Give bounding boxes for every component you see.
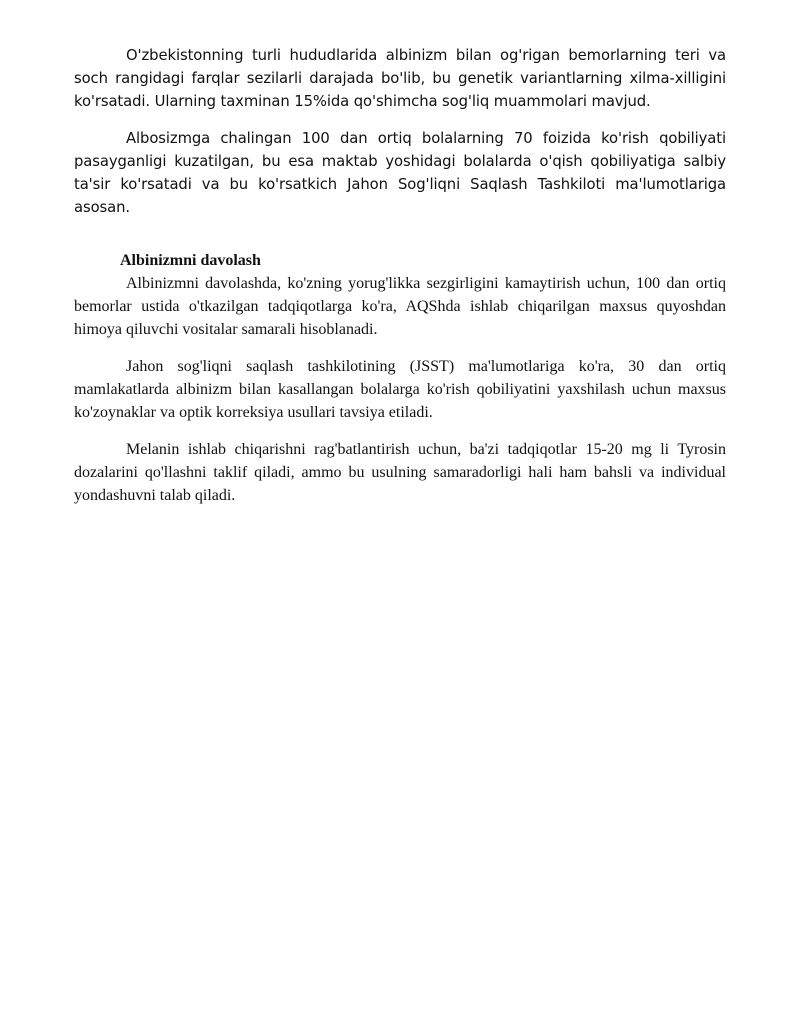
section-heading: Albinizmni davolash bbox=[120, 252, 261, 269]
document-page bbox=[74, 44, 726, 507]
paragraph-tyrosine-dosage: Melanin ishlab chiqarishni rag'batlantirish uchun, ba'zi tadqiqotlar 15-20 mg li Tyrosin dozalarini qo'llashni taklif qiladi, ammo bu usulning samaradorligi hali ham bahsli va individual yondashuvni talab qiladi. bbox=[74, 441, 726, 504]
paragraph-who-recommendations: Jahon sog'liqni saqlash tashkilotining (JSST) ma'lumotlariga ko'ra, 30 dan ortiq mamlakatlarda albinizm bilan kasallangan bolalarga ko'rish qobiliyatini yaxshilash uchun maxsus ko'zoynaklar va optik korreksiya usullari tavsiya etiladi. bbox=[74, 358, 726, 421]
paragraph-regional-variation: O'zbekistonning turli hududlarida albinizm bilan og'rigan bemorlarning teri va soch rangidagi farqlar sezilarli darajada bo'lib, bu genetik variantlarning xilma-xilligini ko'rsatadi. Ularning taxminan 15%ida qo'shimcha sog'liq muammolari mavjud. bbox=[74, 47, 726, 110]
paragraph-vision-statistics: Albosizmga chalingan 100 dan ortiq bolalarning 70 foizida ko'rish qobiliyati pasayganligi kuzatilgan, bu esa maktab yoshidagi bolalarda o'qish qobiliyatiga salbiy ta'sir ko'rsatadi va bu ko'rsatkich Jahon Sog'liqni Saqlash Tashkiloti ma'lumotlariga asosan. bbox=[74, 130, 726, 216]
paragraph-sun-protection: Albinizmni davolashda, ko'zning yorug'likka sezgirligini kamaytirish uchun, 100 dan ortiq bemorlar ustida o'tkazilgan tadqiqotlarga ko'ra, AQShda ishlab chiqarilgan maxsus quyoshdan himoya qiluvchi vositalar samarali hisoblanadi. bbox=[74, 275, 726, 338]
